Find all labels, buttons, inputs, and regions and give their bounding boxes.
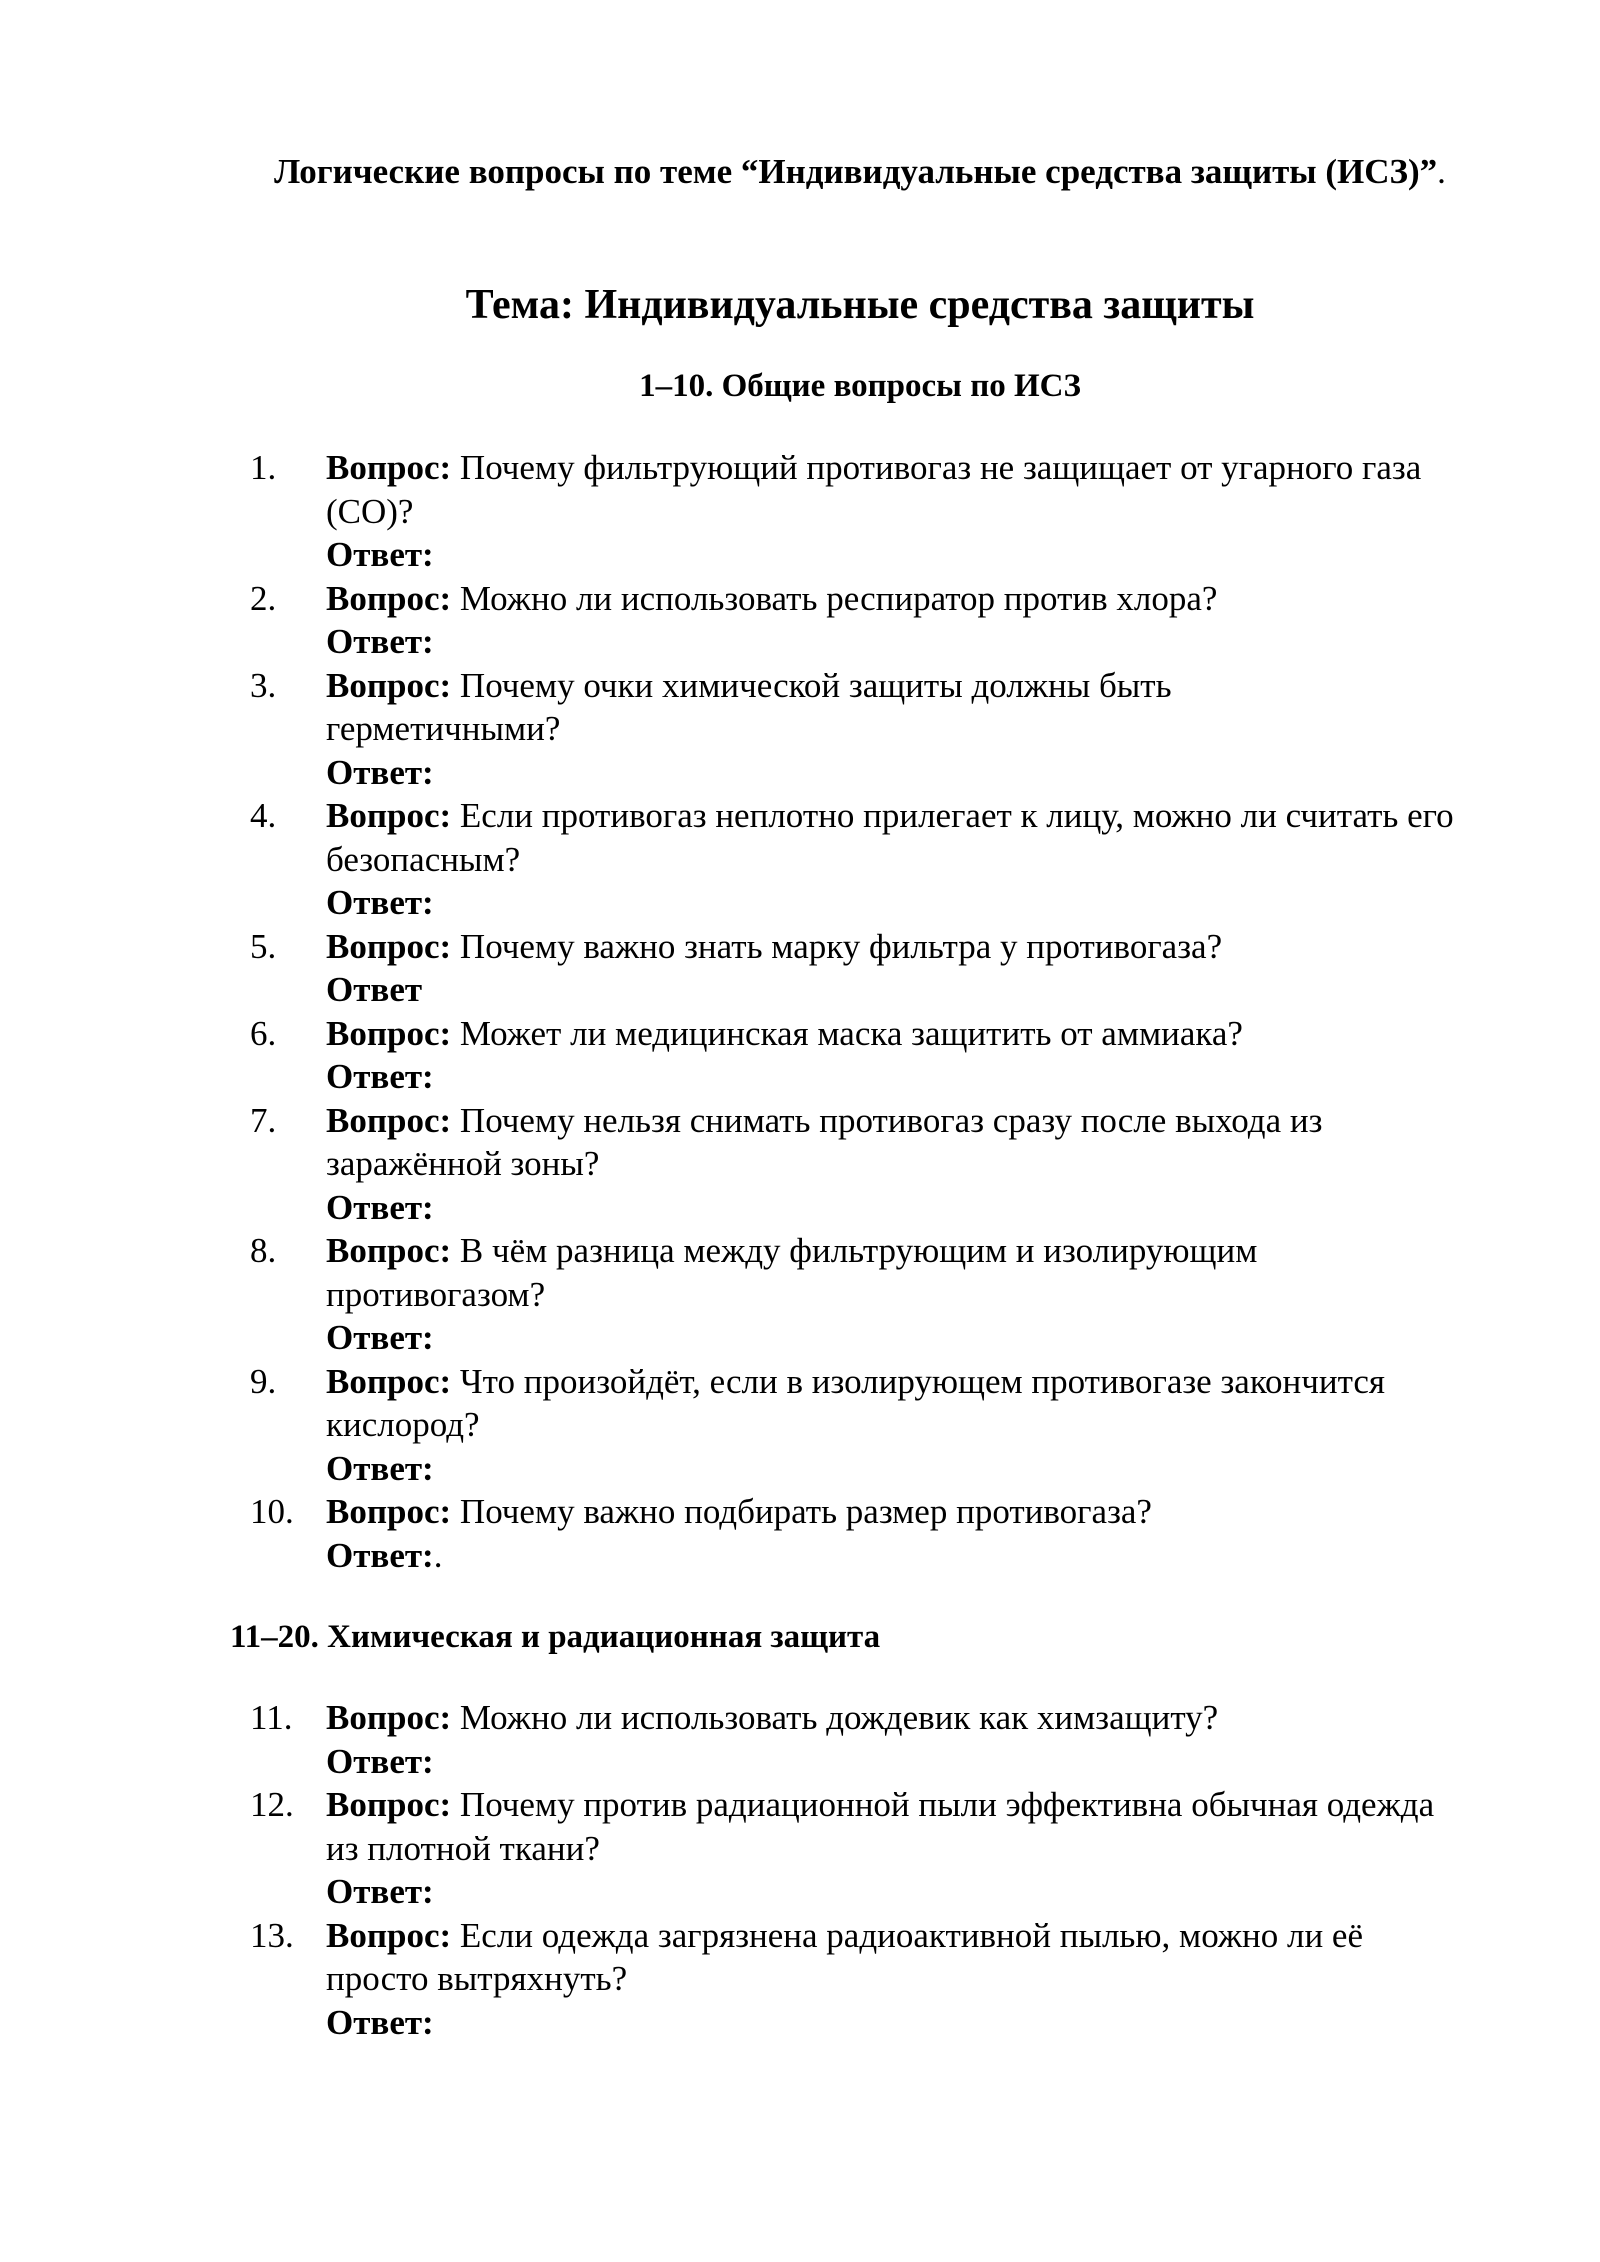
question-item [250, 925, 1510, 1012]
answer-label: Ответ: [326, 1448, 434, 1488]
question-item [250, 1914, 1510, 2045]
question-list-general [250, 446, 1510, 1577]
question-text: Можно ли использовать респиратор против хлора? [459, 578, 1218, 618]
answer-label: Ответ: [326, 1318, 434, 1357]
question-number: 11. [250, 1698, 293, 1737]
question-number: 6. [250, 1013, 277, 1053]
answer-label: Ответ: [326, 1872, 434, 1911]
question-item [250, 1490, 1510, 1577]
question-item [250, 1012, 1510, 1099]
question-item [250, 446, 1510, 577]
question-number: 4. [250, 796, 277, 835]
question-item [250, 1099, 1510, 1230]
question-item [250, 1229, 1510, 1360]
question-number: 5. [250, 926, 277, 966]
question-list-chemical-radiation [250, 1696, 1510, 2044]
answer-label: Ответ: [326, 622, 434, 661]
question-text: Почему нельзя снимать противогаз сразу после выхода из заражённой зоны? [326, 1100, 1323, 1183]
question-text: Почему фильтрующий противогаз не защищает от угарного газа (CO)? [326, 448, 1422, 531]
question-label: Вопрос: [326, 578, 452, 618]
answer-label: Ответ [326, 970, 423, 1009]
question-label: Вопрос: [326, 796, 452, 835]
question-label: Вопрос: [326, 1361, 452, 1401]
question-label: Вопрос: [326, 1013, 452, 1053]
question-number: 12. [250, 1785, 294, 1824]
document-title [230, 150, 1490, 194]
question-text: Почему важно подбирать размер противогаза? [459, 1492, 1152, 1531]
question-label: Вопрос: [326, 1231, 452, 1270]
question-text: В чём разница между фильтрующим и изолирующим противогазом? [326, 1231, 1258, 1314]
question-number: 13. [250, 1915, 294, 1955]
question-number: 8. [250, 1231, 277, 1270]
question-label: Вопрос: [326, 1698, 452, 1737]
question-text: Что произойдёт, если в изолирующем противогазе закончится кислород? [326, 1361, 1385, 1444]
answer-text: . [433, 1535, 443, 1575]
question-number: 3. [250, 665, 277, 705]
question-number: 1. [250, 448, 277, 487]
question-text: Может ли медицинская маска защитить от аммиака? [459, 1013, 1243, 1053]
answer-label: Ответ: [326, 1057, 434, 1096]
question-item [250, 577, 1510, 664]
question-label: Вопрос: [326, 1915, 452, 1955]
question-item [250, 664, 1510, 795]
document-title-period: . [1437, 152, 1446, 191]
question-number: 2. [250, 578, 277, 618]
question-number: 7. [250, 1100, 277, 1140]
question-text: Можно ли использовать дождевик как химзащиту? [459, 1698, 1219, 1737]
answer-label: Ответ: [326, 2002, 434, 2042]
question-text: Если противогаз неплотно прилегает к лицу, можно ли считать его безопасным? [326, 796, 1454, 879]
question-text: Почему против радиационной пыли эффективна обычная одежда из плотной ткани? [326, 1785, 1435, 1868]
question-text: Почему очки химической защиты должны быть герметичными? [326, 665, 1172, 748]
answer-label: Ответ: [326, 1741, 434, 1781]
question-number: 9. [250, 1361, 277, 1401]
question-item [250, 1783, 1510, 1914]
answer-label: Ответ: [326, 535, 434, 574]
question-label: Вопрос: [326, 1492, 452, 1531]
question-label: Вопрос: [326, 1100, 452, 1140]
answer-label: Ответ: [326, 883, 434, 922]
question-text: Если одежда загрязнена радиоактивной пылью, можно ли её просто вытряхнуть? [326, 1915, 1364, 1998]
topic-heading: Тема: Индивидуальные средства защиты [465, 282, 1255, 328]
answer-label: Ответ: [326, 752, 434, 792]
question-number: 10. [250, 1492, 294, 1531]
question-label: Вопрос: [326, 665, 452, 705]
section-heading-chemical-radiation: 11–20. Химическая и радиационная защита [230, 1619, 881, 1655]
answer-label: Ответ: [326, 1187, 434, 1227]
question-item [250, 1696, 1510, 1783]
document-title-text: Логические вопросы по теме “Индивидуальные средства защиты (ИСЗ)” [274, 152, 1438, 191]
question-label: Вопрос: [326, 1785, 452, 1824]
question-label: Вопрос: [326, 448, 452, 487]
question-item [250, 794, 1510, 925]
question-label: Вопрос: [326, 926, 452, 966]
answer-label: Ответ: [326, 1535, 434, 1575]
question-text: Почему важно знать марку фильтра у противогаза? [459, 926, 1223, 966]
question-item [250, 1360, 1510, 1491]
section-heading-general: 1–10. Общие вопросы по ИСЗ [639, 368, 1081, 404]
